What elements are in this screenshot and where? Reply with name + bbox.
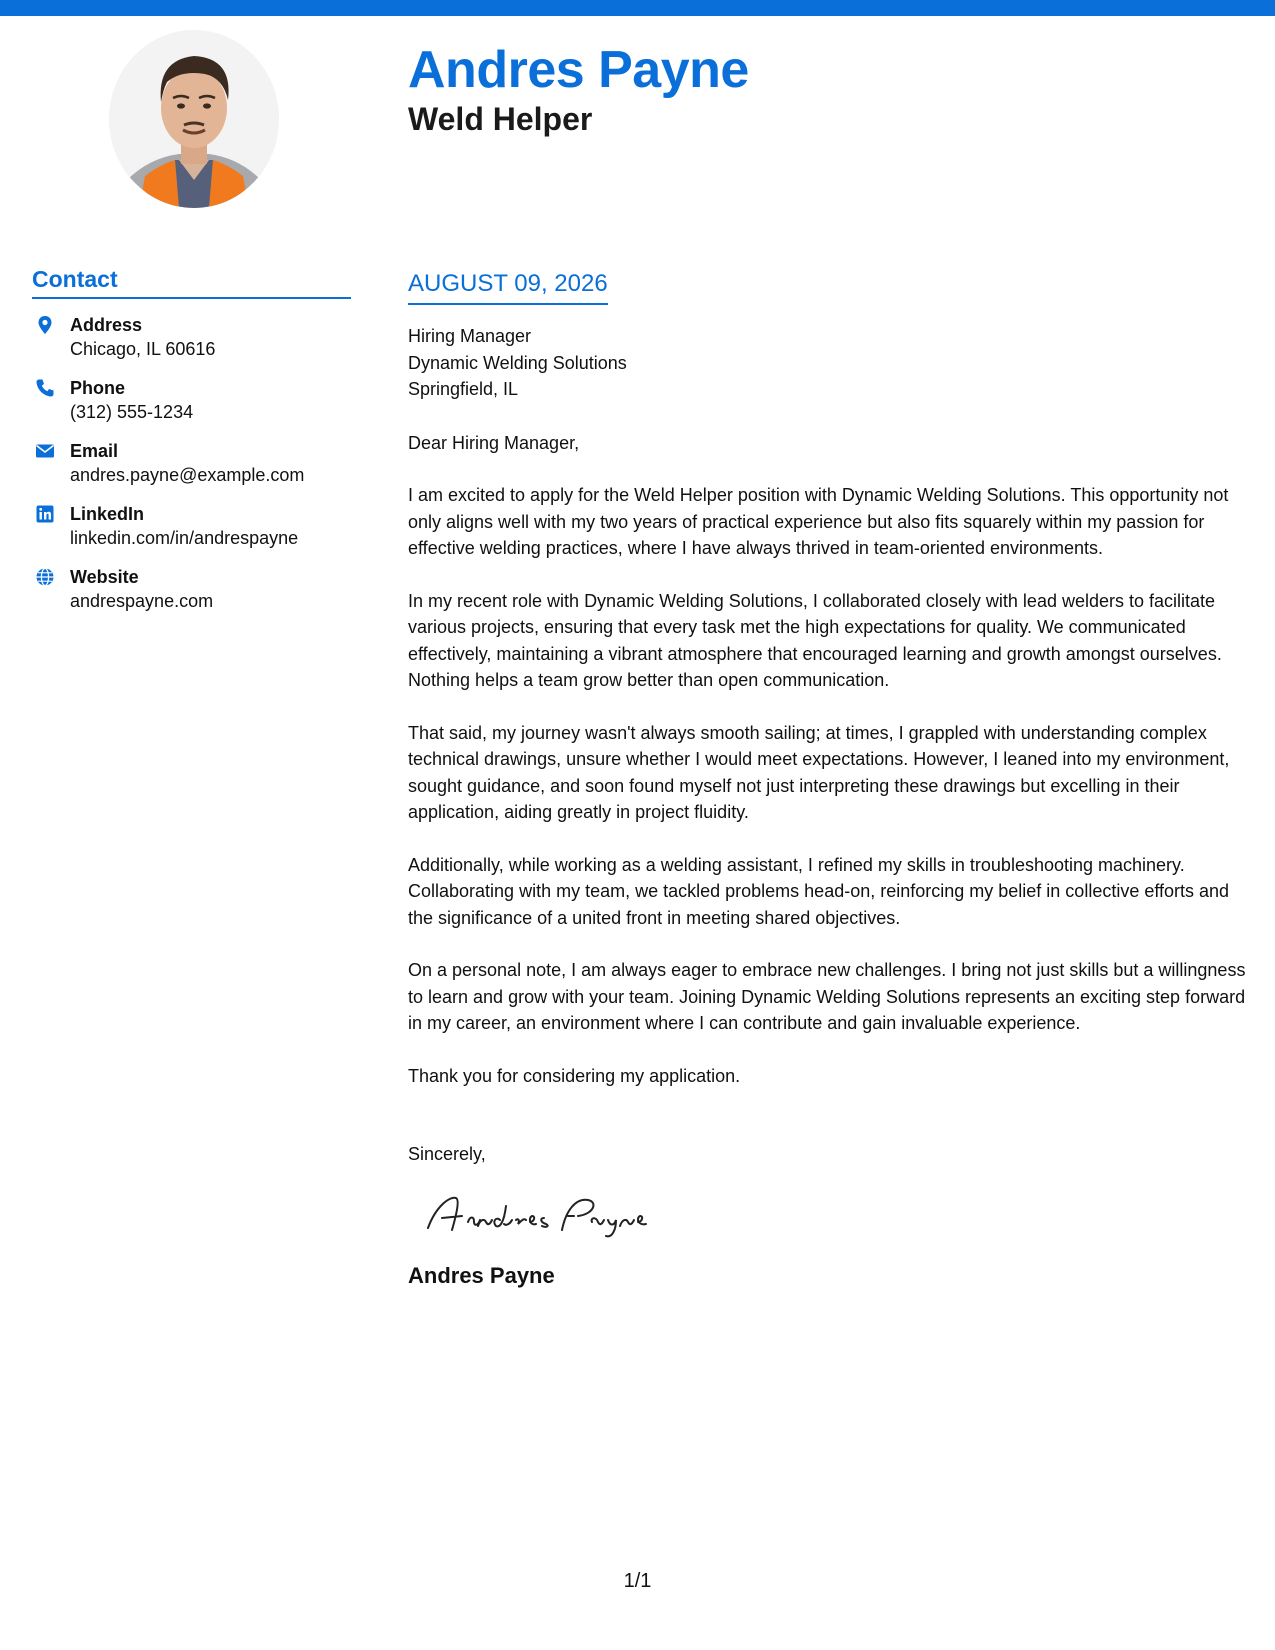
- linkedin-icon: [35, 504, 55, 524]
- cover-letter-body: [408, 268, 1248, 1290]
- letter-date: AUGUST 09, 2026: [408, 268, 608, 305]
- contact-label: Address: [70, 314, 143, 335]
- signed-name: Andres Payne: [408, 1262, 555, 1288]
- map-pin-icon: [35, 315, 55, 335]
- letter-paragraph: On a personal note, I am always eager to embrace new challenges. I bring not just skills but a willingness to learn and grow with your team. Joining Dynamic Welding Solutions represents an exciting step forward in my career, an environment where I can contribute and gain invaluable experience.: [408, 960, 1246, 1034]
- recipient-line: Hiring Manager: [408, 326, 532, 347]
- phone-icon: [35, 378, 55, 398]
- handwritten-signature: [416, 1186, 676, 1242]
- letter-paragraph: I am excited to apply for the Weld Helper position with Dynamic Welding Solutions. This opportunity not only aligns well with my two years of practical experience but also fits squarely within my passion for effective welding practices, where I have always thrived in team-oriented environments.: [408, 485, 1229, 559]
- contact-label: Email: [70, 440, 119, 461]
- applicant-name: Andres Payne: [408, 41, 749, 99]
- job-title: Weld Helper: [408, 101, 593, 137]
- letter-paragraph: That said, my journey wasn't always smooth sailing; at times, I grappled with understanding complex technical drawings, unsure whether I would meet expectations. However, I leaned into my environment, sought guidance, and soon found myself not just interpreting these drawings but excelling in their application, aiding greatly in project fluidity.: [408, 722, 1230, 823]
- contact-item-email: [32, 439, 351, 502]
- contact-value: linkedin.com/in/andrespayne: [70, 527, 299, 548]
- letter-paragraph: Thank you for considering my application.: [408, 1065, 741, 1086]
- contact-value: (312) 555-1234: [70, 401, 194, 422]
- recipient-line: Springfield, IL: [408, 379, 519, 400]
- contact-heading: Contact: [32, 266, 351, 299]
- email-icon: [35, 441, 55, 461]
- contact-value: Chicago, IL 60616: [70, 338, 216, 359]
- contact-value: andrespayne.com: [70, 590, 214, 611]
- contact-item-phone: [32, 376, 351, 439]
- avatar: [109, 30, 279, 208]
- contact-label: Website: [70, 566, 139, 587]
- page-number: 1/1: [623, 1570, 652, 1592]
- globe-icon: [35, 567, 55, 587]
- recipient-line: Dynamic Welding Solutions: [408, 352, 627, 373]
- greeting: Dear Hiring Manager,: [408, 432, 580, 453]
- contact-value: andres.payne@example.com: [70, 464, 305, 485]
- contact-item-linkedin: [32, 502, 351, 565]
- top-accent-bar: [0, 0, 1275, 16]
- closing: Sincerely,: [408, 1144, 486, 1165]
- contact-item-website: [32, 565, 351, 628]
- contact-sidebar: [32, 266, 351, 628]
- contact-label: Phone: [70, 377, 126, 398]
- contact-item-address: [32, 313, 351, 376]
- contact-list: [32, 313, 351, 628]
- profile-photo: [109, 30, 279, 208]
- recipient-block: [408, 323, 1248, 403]
- contact-label: LinkedIn: [70, 503, 145, 524]
- letter-paragraph: Additionally, while working as a welding assistant, I refined my skills in troubleshooting machinery. Collaborating with my team, we tackled problems head-on, reinforcing my belief in collective efforts and the significance of a united front in meeting shared objectives.: [408, 854, 1230, 928]
- letter-paragraph: In my recent role with Dynamic Welding Solutions, I collaborated closely with lead welders to facilitate various projects, ensuring that every task met the high expectations for quality. We communicated effectively, maintaining a vibrant atmosphere that encouraged learning and growth amongst ourselves. Nothing helps a team grow better than open communication.: [408, 590, 1222, 691]
